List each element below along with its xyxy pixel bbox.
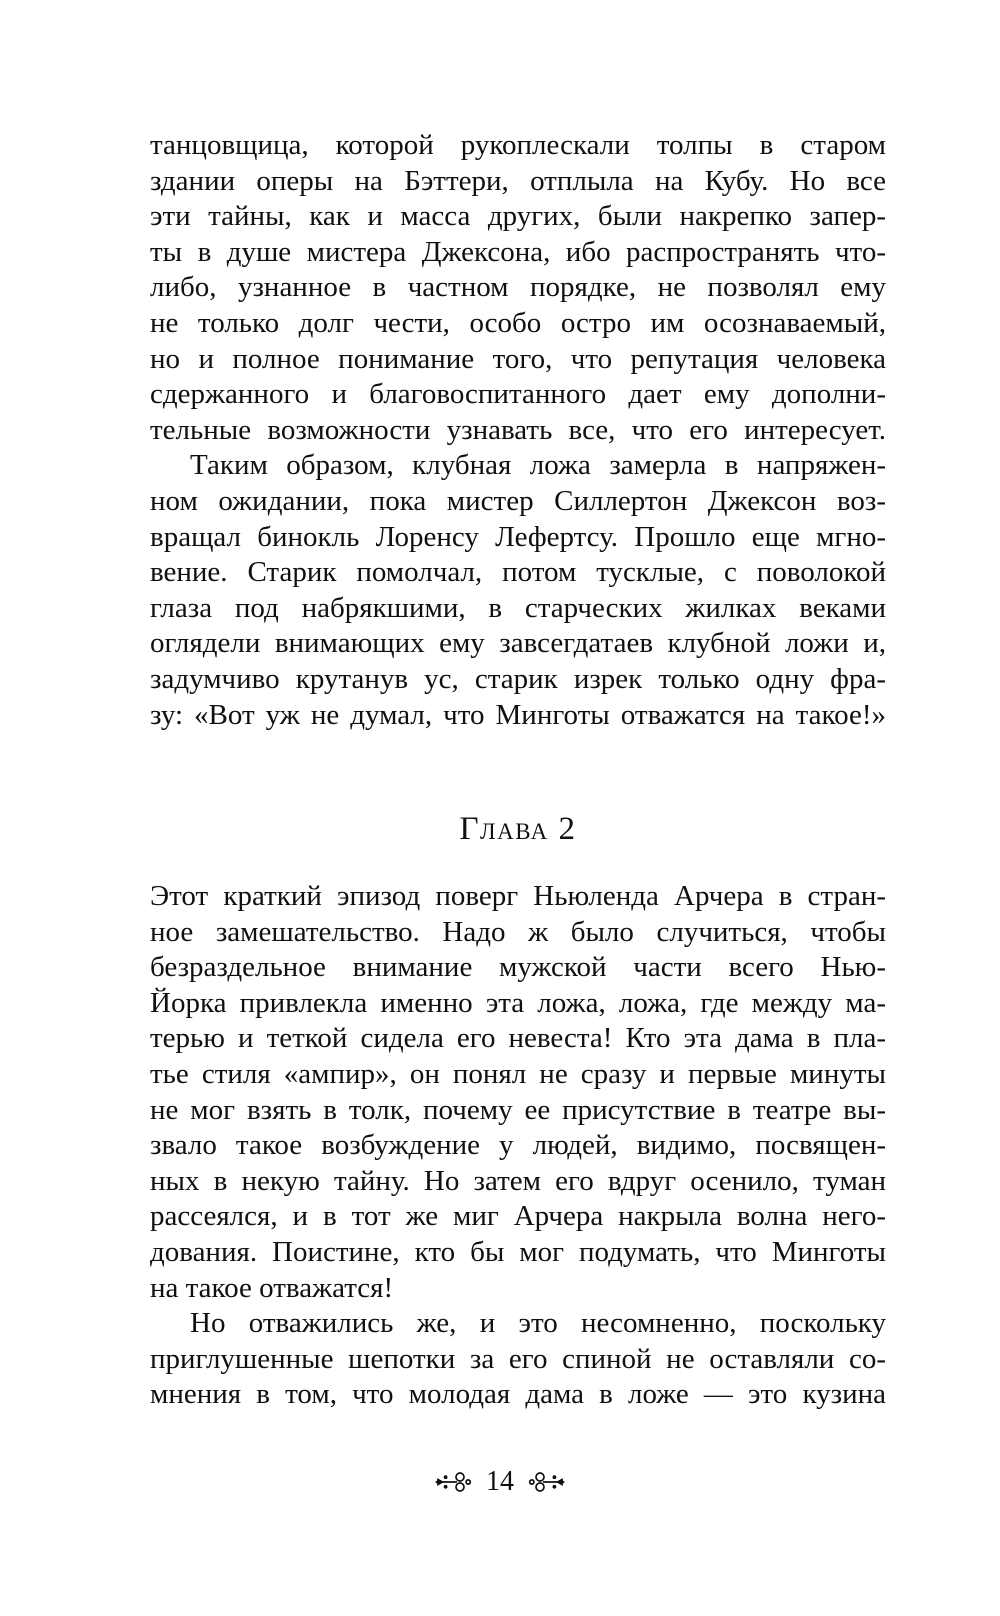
text-line: оглядели внимающих ему завсегдатаев клубной ложи и, (150, 627, 886, 660)
text-line: Йорка привлекла именно эта ложа, ложа, где между ма- (150, 986, 886, 1019)
page-number: 14 (486, 1466, 514, 1497)
text-line: звало такое возбуждение у людей, видимо, посвящен- (150, 1129, 886, 1162)
page-footer (0, 1466, 1000, 1498)
text-line: глаза под набрякшими, в старческих жилках веками (150, 591, 886, 624)
text-line: тельные возможности узнавать все, что его интересует. (150, 413, 886, 446)
text-line: но и полное понимание того, что репутация человека (150, 342, 886, 375)
text-line: дования. Поистине, кто бы мог подумать, что Минготы (150, 1236, 886, 1269)
paragraph (150, 1306, 886, 1413)
text-line: не мог взять в толк, почему ее присутствие в театре вы- (150, 1093, 886, 1126)
text-line: здании оперы на Бэттери, отплыла на Кубу. Но все (150, 164, 886, 197)
text-line: либо, узнанное в частном порядке, не позволял ему (150, 271, 886, 304)
chapter-heading: Глава 2 (459, 811, 577, 848)
text-line: вение. Старик помолчал, потом тусклые, с поволокой (150, 556, 886, 589)
text-line: эти тайны, как и масса других, были накрепко запер- (150, 200, 886, 233)
text-line: сдержанного и благовоспитанного дает ему дополни- (150, 378, 886, 411)
text-line: ное замешательство. Надо ж было случиться, чтобы (150, 915, 886, 948)
fleuron-right-icon (528, 1470, 566, 1494)
fleuron-left-icon (434, 1470, 472, 1494)
text-line: терью и теткой сидела его невеста! Кто эта дама в пла- (150, 1022, 886, 1055)
text-line: ты в душе мистера Джексона, ибо распространять что- (150, 235, 886, 268)
paragraph (150, 448, 886, 733)
text-column (150, 128, 886, 1413)
text-line: рассеялся, и в тот же миг Арчера накрыла волна него- (150, 1200, 886, 1233)
text-line: Таким образом, клубная ложа замерла в напряжен- (190, 449, 886, 482)
text-line: Но отважились же, и это несомненно, поскольку (190, 1307, 886, 1340)
text-line: зу: «Вот уж не думал, что Минготы отважатся на такое!» (150, 698, 886, 731)
text-line: мнения в том, что молодая дама в ложе — это кузина (150, 1378, 886, 1411)
text-line: безраздельное внимание мужской части всего Нью- (150, 951, 886, 984)
text-line: задумчиво крутанув ус, старик изрек только одну фра- (150, 662, 886, 695)
text-line: Этот краткий эпизод поверг Ньюленда Арчера в стран- (150, 880, 886, 913)
text-line: танцовщица, которой рукоплескали толпы в старом (150, 129, 886, 161)
text-line: вращал бинокль Лоренсу Лефертсу. Прошло еще мгно- (150, 520, 886, 553)
text-line: не только долг чести, особо остро им осознаваемый, (150, 306, 886, 339)
text-line: ном ожидании, пока мистер Силлертон Джексон воз- (150, 484, 886, 517)
text-line: на такое отважатся! (150, 1271, 394, 1304)
paragraph (150, 128, 886, 448)
text-line: ных в некую тайну. Но затем его вдруг осенило, туман (150, 1164, 886, 1197)
paragraph (150, 879, 886, 1306)
text-line: тье стиля «ампир», он понял не сразу и первые минуты (150, 1058, 886, 1091)
text-line: приглушенные шепотки за его спиной не оставляли со- (150, 1342, 886, 1375)
